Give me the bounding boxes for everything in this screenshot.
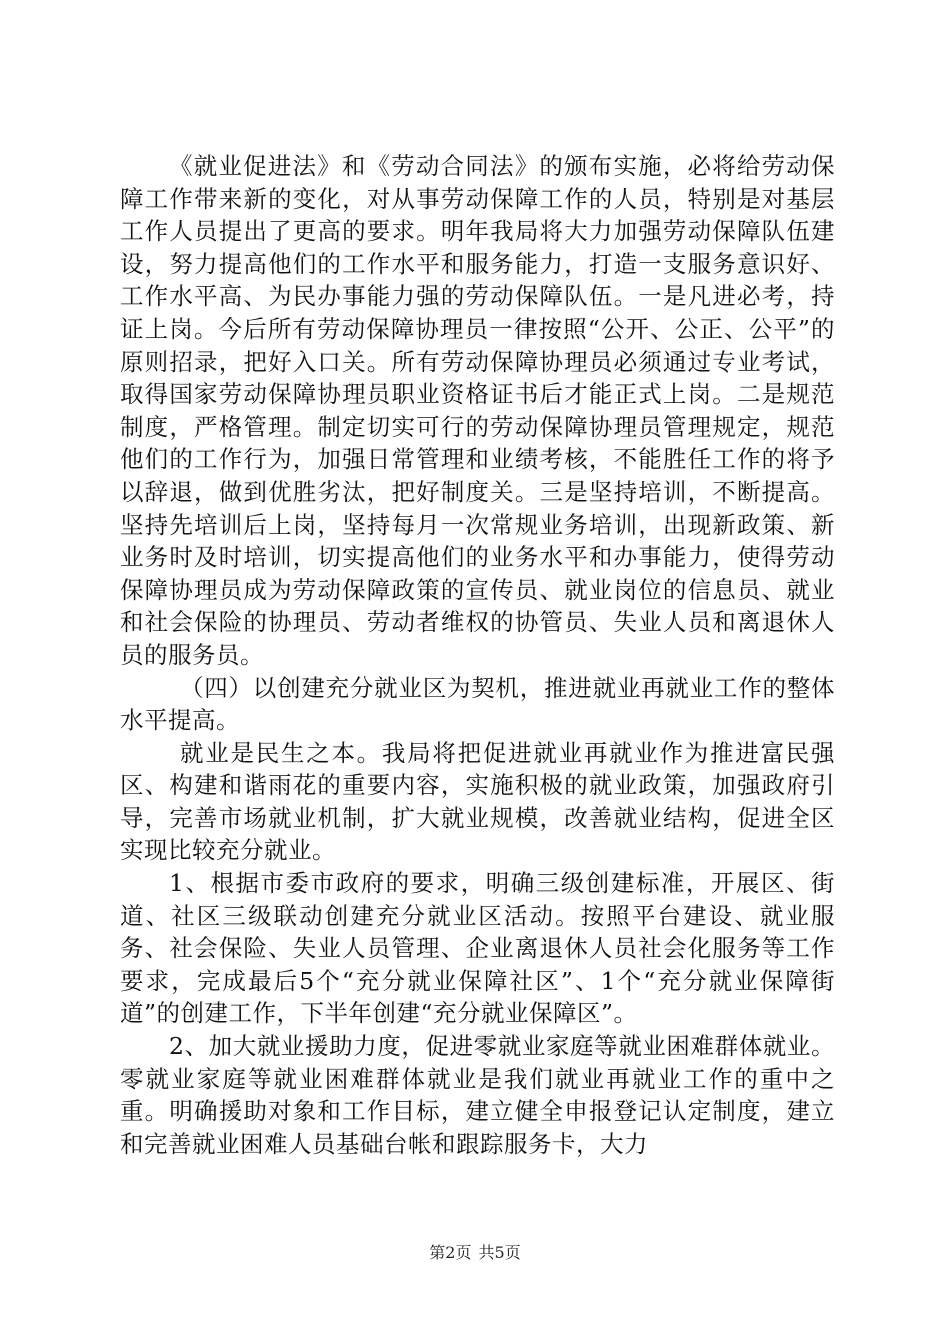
page-total: 共5页 [478, 1243, 521, 1262]
page-footer [0, 1243, 950, 1263]
document-body [120, 150, 835, 1160]
paragraph-section-heading: （四）以创建充分就业区为契机，推进就业再就业工作的整体水平提高。 [120, 673, 835, 735]
paragraph-labor-team: 《就业促进法》和《劳动合同法》的颁布实施，必将给劳动保障工作带来新的变化，对从事劳动保障工作的人员，特别是对基层工作人员提出了更高的要求。明年我局将大力加强劳动保障队伍建设，努力提高他们的工作水平和服务能力，打造一支服务意识好、工作水平高、为民办事能力强的劳动保障队伍。一是凡进必考，持证上岗。今后所有劳动保障协理员一律按照“公开、公正、公平”的原则招录，把好入口关。所有劳动保障协理员必须通过专业考试，取得国家劳动保障协理员职业资格证书后才能正式上岗。二是规范制度，严格管理。制定切实可行的劳动保障协理员管理规定，规范他们的工作行为，加强日常管理和业绩考核，不能胜任工作的将予以辞退，做到优胜劣汰，把好制度关。三是坚持培训，不断提高。坚持先培训后上岗，坚持每月一次常规业务培训，出现新政策、新业务时及时培训，切实提高他们的业务水平和办事能力，使得劳动保障协理员成为劳动保障政策的宣传员、就业岗位的信息员、就业和社会保险的协理员、劳动者维权的协管员、失业人员和离退休人员的服务员。 [120, 152, 835, 669]
paragraph-item-2: 2、加大就业援助力度，促进零就业家庭等就业困难群体就业。零就业家庭等就业困难群体就业是我们就业再就业工作的重中之重。明确援助对象和工作目标，建立健全申报登记认定制度，建立和完善就业困难人员基础台帐和跟踪服务卡，大力 [120, 1032, 835, 1158]
page-number: 第2页 [429, 1243, 472, 1262]
paragraph-item-1: 1、根据市委市政府的要求，明确三级创建标准，开展区、街道、社区三级联动创建充分就业区活动。按照平台建设、就业服务、社会保险、失业人员管理、企业离退休人员社会化服务等工作要求，完成最后5个“充分就业保障社区”、1个“充分就业保障街道”的创建工作，下半年创建“充分就业保障区”。 [120, 869, 835, 1028]
paragraph-employment-basis: 就业是民生之本。我局将把促进就业再就业作为推进富民强区、构建和谐雨花的重要内容，实施积极的就业政策，加强政府引导，完善市场就业机制，扩大就业规模，改善就业结构，促进全区实现比较充分就业。 [120, 738, 835, 865]
